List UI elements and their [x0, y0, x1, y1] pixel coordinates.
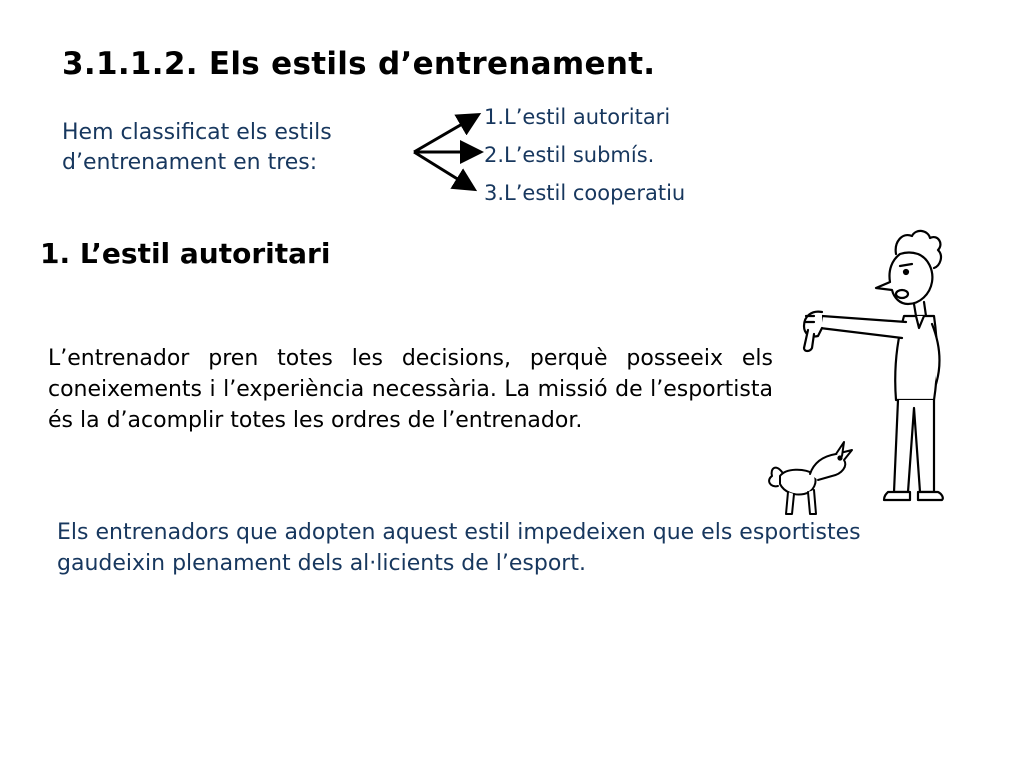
paragraph-authoritarian-description: L’entrenador pren totes les decisions, perquè posseeix els coneixements i l’experiència necessària. La missió de l’esportista és la d’acomplir totes les ordres de l’entrenador. — [48, 346, 773, 433]
slide-title: 3.1.1.2. Els estils d’entrenament. — [62, 46, 656, 82]
section-heading: 1. L’estil autoritari — [40, 237, 331, 270]
branch-arrows-icon — [408, 106, 484, 198]
intro-line-2: d’entrenament en tres: — [62, 150, 318, 175]
style-item-cooperatiu: 3.L’estil cooperatiu — [484, 181, 686, 205]
style-list — [484, 98, 685, 212]
coach-thumbs-down-illustration — [756, 224, 956, 528]
paragraph-consequences: Els entrenadors que adopten aquest estil impedeixen que els esportistes gaudeixin plenament dels al·licients de l’esport. — [57, 520, 861, 576]
intro-text — [62, 118, 422, 178]
intro-line-1: Hem classificat els estils — [62, 120, 332, 145]
style-item-autoritari: 1.L’estil autoritari — [484, 105, 671, 129]
style-item-submis: 2.L’estil submís. — [484, 143, 655, 167]
